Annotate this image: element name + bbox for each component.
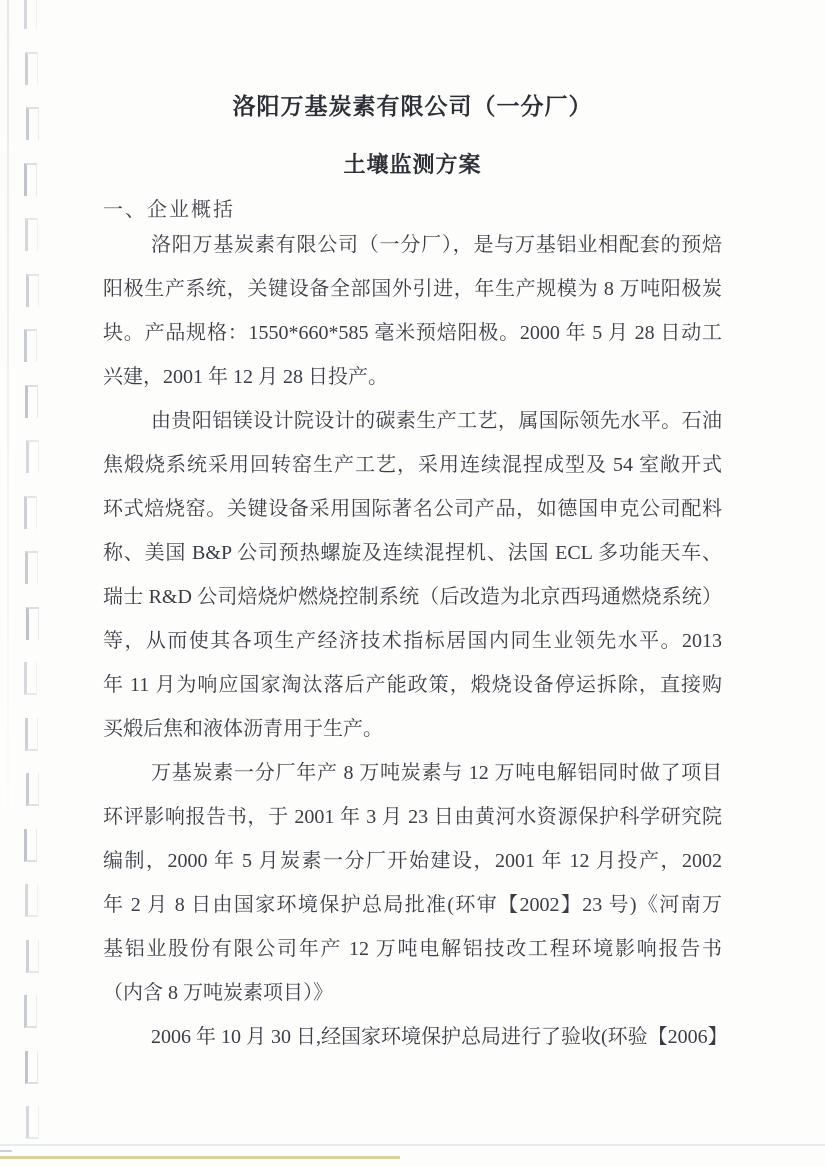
binding-ring-mark: [25, 52, 38, 85]
text-line: 万基炭素一分厂年产 8 万吨炭素与 12 万吨电解铝同时做了项目: [151, 762, 722, 784]
text-line: 焦煅烧系统采用回转窑生产工艺，采用连续混捏成型及 54 室敞开式: [103, 454, 722, 476]
paragraph: [103, 751, 722, 1015]
binding-ring-mark: [26, 940, 39, 973]
binding-ring-mark: [25, 385, 38, 418]
binding-ring-mark: [25, 718, 38, 751]
binding-ring-mark: [26, 440, 39, 473]
document-title: 洛阳万基炭素有限公司（一分厂）: [232, 94, 593, 119]
binding-ring-mark: [26, 274, 39, 307]
text-line: 阳极生产系统，关键设备全部国外引进，年生产规模为 8 万吨阳极炭: [103, 278, 722, 300]
text-line: 称、美国 B&P 公司预热螺旋及连续混捏机、法国 ECL 多功能天车、: [103, 542, 722, 564]
text-line: 瑞士 R&D 公司焙烧炉燃烧控制系统（后改造为北京西玛通燃烧系统）: [103, 586, 722, 608]
binding-ring-mark: [25, 1051, 38, 1084]
text-line: 2006 年 10 月 30 日,经国家环境保护总局进行了验收(环验【2006】: [151, 1026, 728, 1048]
paragraph: [103, 223, 722, 399]
binding-ring-mark: [25, 551, 38, 584]
binding-ring-mark: [24, 0, 37, 29]
text-line: 买煅后焦和液体沥青用于生产。: [103, 718, 383, 740]
text-line: 编制，2000 年 5 月炭素一分厂开始建设，2001 年 12 月投产，2002: [103, 850, 722, 872]
binding-ring-mark: [24, 995, 37, 1028]
text-line: （内含 8 万吨炭素项目）》: [103, 982, 333, 1004]
text-line: 洛阳万基炭素有限公司（一分厂），是与万基铝业相配套的预焙: [151, 234, 722, 256]
binding-ring-mark: [25, 884, 38, 917]
binding-ring-mark: [24, 662, 37, 695]
binding-ring-mark: [24, 329, 37, 362]
binding-ring-mark: [26, 1106, 39, 1139]
section-heading: 一、企业概括: [103, 199, 235, 221]
document-subtitle: 土壤监测方案: [343, 152, 482, 177]
binding-ring-mark: [26, 107, 39, 140]
scan-artifact-yellow-line: [0, 1156, 400, 1159]
scan-artifact-gray-line: [0, 1144, 825, 1146]
document-body: [103, 223, 728, 1059]
text-line: 环评影响报告书，于 2001 年 3 月 23 日由黄河水资源保护科学研究院: [103, 806, 722, 828]
text-line: 等，从而使其各项生产经济技术指标居国内同生业领先水平。2013: [103, 630, 722, 652]
document-content: [103, 0, 728, 1059]
binding-ring-mark: [24, 829, 37, 862]
text-line: 年 2 月 8 日由国家环境保护总局批准(环审【2002】23 号)《河南万: [103, 894, 722, 916]
binding-ring-mark: [25, 218, 38, 251]
binding-ring-mark: [24, 163, 37, 196]
text-line: 由贵阳铝镁设计院设计的碳素生产工艺，属国际领先水平。石油: [151, 410, 722, 432]
paragraph: [103, 399, 722, 751]
scan-artifact-corner-tick: [0, 1150, 12, 1152]
binding-ring-mark: [24, 496, 37, 529]
text-line: 块。产品规格：1550*660*585 毫米预焙阳极。2000 年 5 月 28 日动工: [103, 322, 722, 344]
binding-ring-mark: [26, 607, 39, 640]
binding-ring-mark: [26, 773, 39, 806]
text-line: 基铝业股份有限公司年产 12 万吨电解铝技改工程环境影响报告书: [103, 938, 722, 960]
paragraph: [103, 1015, 728, 1059]
text-line: 兴建，2001 年 12 月 28 日投产。: [103, 366, 388, 388]
page-edge-shadow: [7, 0, 9, 880]
text-line: 环式焙烧窑。关键设备采用国际著名公司产品，如德国申克公司配料: [103, 498, 722, 520]
text-line: 年 11 月为响应国家淘汰落后产能政策，煅烧设备停运拆除，直接购: [103, 674, 722, 696]
